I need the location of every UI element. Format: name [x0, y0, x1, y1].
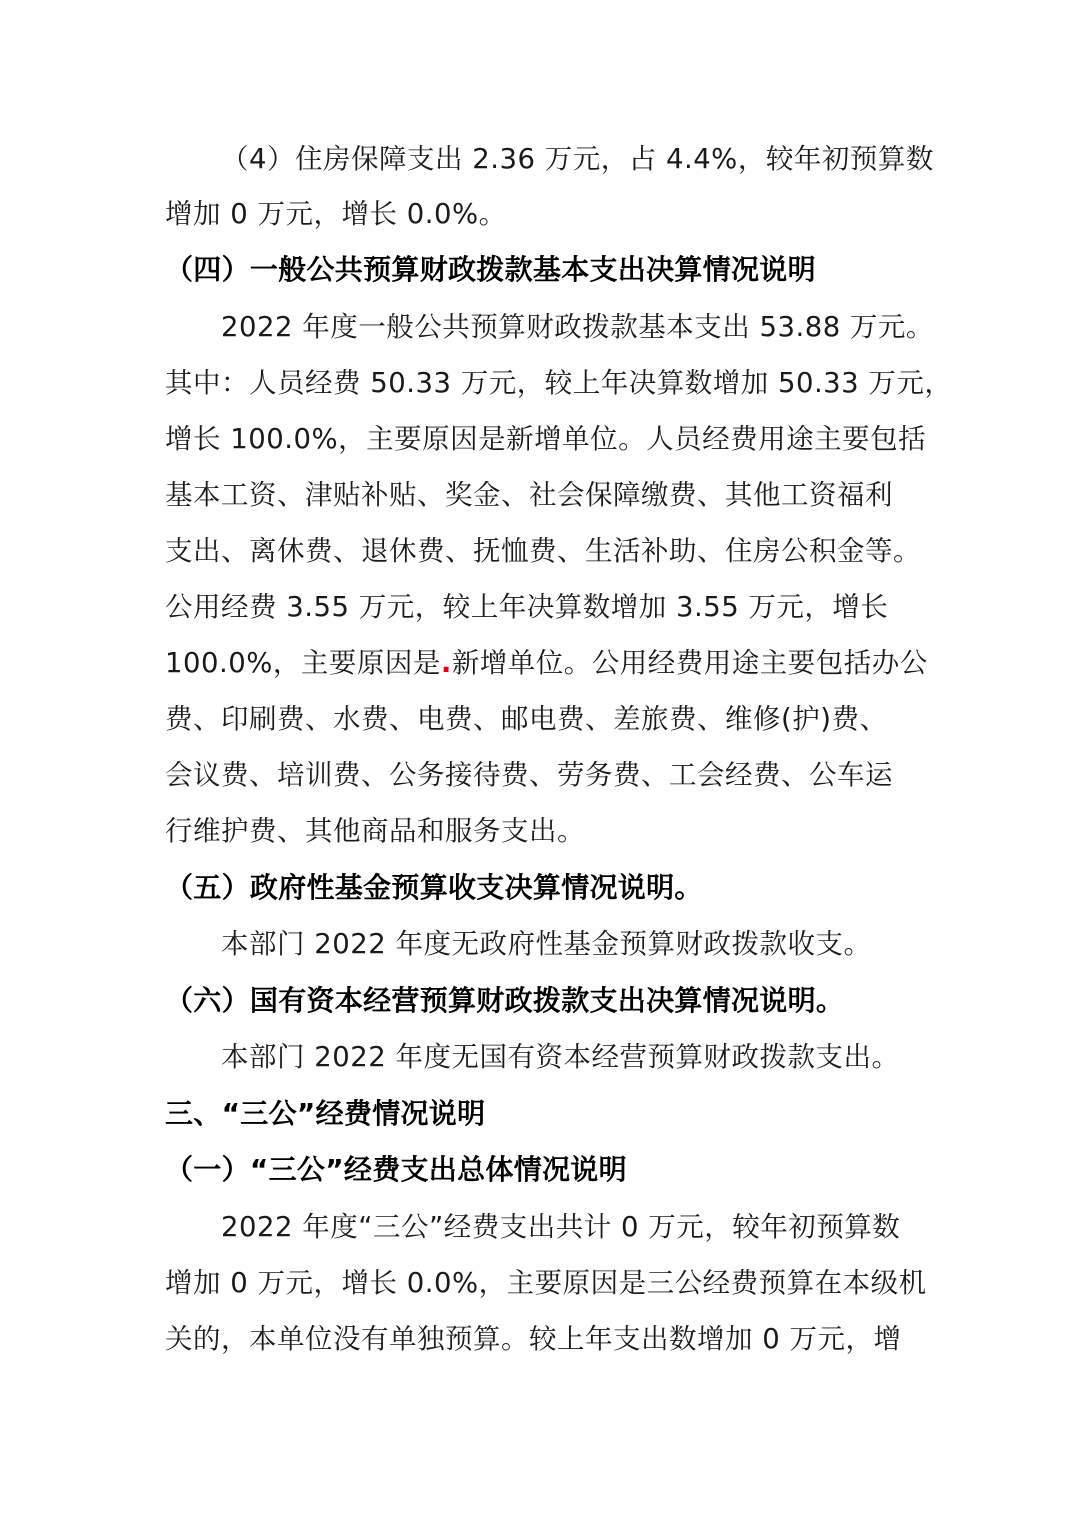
- paragraph-line-state-capital: 本部门 2022 年度无国有资本经营预算财政拨款支出。: [221, 1041, 900, 1073]
- paragraph-line-public: 公用经费 3.55 万元，较上年决算数增加 3.55 万元，增长: [165, 591, 889, 623]
- paragraph-line-public-items-3: 行维护费、其他商品和服务支出。: [165, 815, 585, 847]
- paragraph-line-housing-growth: 增加 0 万元，增长 0.0%。: [165, 198, 507, 230]
- public-growth-text-before: 100.0%，主要原因是: [165, 647, 441, 679]
- section-heading-state-capital: （六）国有资本经营预算财政拨款支出决算情况说明。: [165, 984, 845, 1017]
- paragraph-line-government-fund: 本部门 2022 年度无政府性基金预算财政拨款收支。: [221, 928, 872, 960]
- paragraph-line-public-items-2: 会议费、培训费、公务接待费、劳务费、工会经费、公车运: [165, 759, 893, 791]
- section-heading-government-fund: （五）政府性基金预算收支决算情况说明。: [165, 871, 703, 904]
- paragraph-line-housing-expense: （4）住房保障支出 2.36 万元，占 4.4%，较年初预算数: [221, 143, 934, 175]
- section-heading-basic-expenditure: （四）一般公共预算财政拨款基本支出决算情况说明: [165, 253, 816, 286]
- paragraph-line-three-public-total: 2022 年度“三公”经费支出共计 0 万元，较年初预算数: [221, 1211, 901, 1243]
- paragraph-line-personnel-items-2: 支出、离休费、退休费、抚恤费、生活补助、住房公积金等。: [165, 535, 921, 567]
- paragraph-line-public-growth: [165, 645, 928, 681]
- paragraph-line-personnel-items: 基本工资、津贴补贴、奖金、社会保障缴费、其他工资福利: [165, 479, 893, 511]
- paragraph-line-basic-total: 2022 年度一般公共预算财政拨款基本支出 53.88 万元。: [221, 311, 934, 343]
- paragraph-line-three-public-change: 关的，本单位没有单独预算。较上年支出数增加 0 万元，增: [165, 1323, 902, 1355]
- red-mark: .: [440, 647, 452, 679]
- paragraph-line-three-public-reason: 增加 0 万元，增长 0.0%，主要原因是三公经费预算在本级机: [165, 1267, 927, 1299]
- section-heading-three-public-overall: （一）“三公”经费支出总体情况说明: [165, 1153, 627, 1186]
- public-growth-text-after: 新增单位。公用经费用途主要包括办公: [451, 647, 928, 679]
- chapter-heading-three-public: 三、“三公”经费情况说明: [165, 1097, 486, 1130]
- paragraph-line-personnel-growth: 增长 100.0%，主要原因是新增单位。人员经费用途主要包括: [165, 423, 927, 455]
- paragraph-line-public-items: 费、印刷费、水费、电费、邮电费、差旅费、维修(护)费、: [165, 703, 888, 735]
- paragraph-line-personnel: 其中：人员经费 50.33 万元，较上年决算数增加 50.33 万元，: [165, 367, 953, 399]
